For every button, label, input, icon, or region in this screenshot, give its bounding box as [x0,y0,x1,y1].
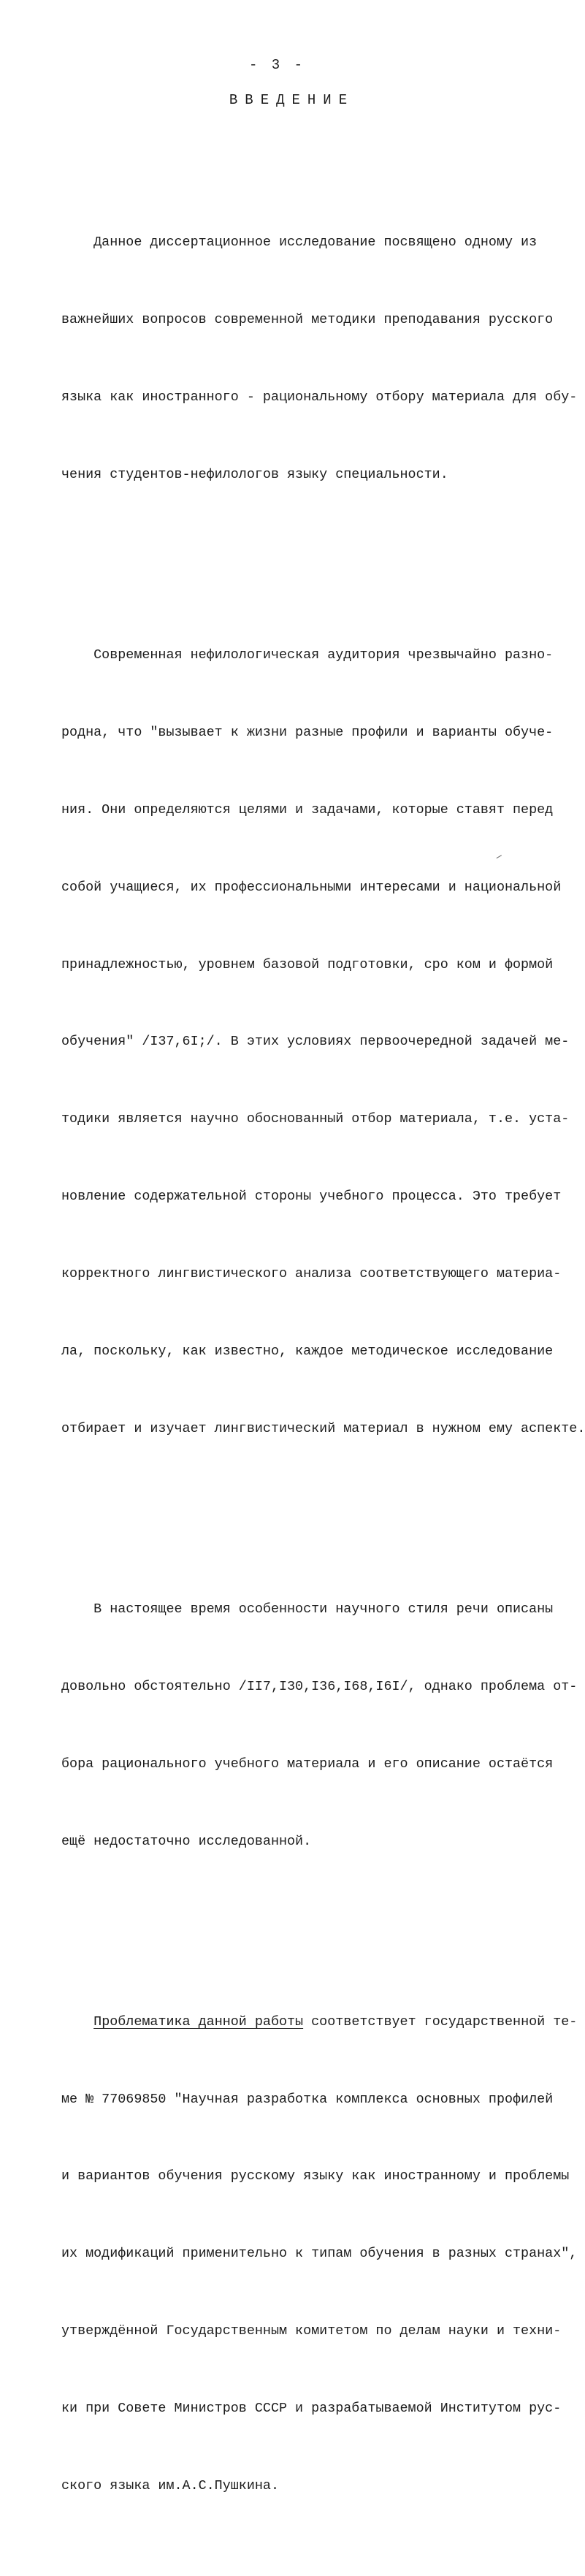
text-line: и вариантов обучения русскому языку как иностранному и проблемы [61,2168,570,2184]
text-line: Данное диссертационное исследование посвящено одному из [61,235,538,251]
text-line: бора рационального учебного материала и его описание остаётся [61,1756,554,1772]
text-line: ла, поскольку, как известно, каждое методическое исследование [61,1343,554,1359]
text-line: Современная нефилологическая аудитория чрезвычайно разно- [61,647,554,663]
paragraph-2 [61,590,585,1493]
text-line: утверждённой Государственным комитетом по делам науки и техни- [61,2323,562,2339]
paragraph-3 [61,1544,576,1905]
text-line-first [61,2009,576,2035]
text-line: довольно обстоятельно /II7,I30,I36,I68,I6I/, однако проблема от- [61,1678,578,1694]
indent [61,2014,93,2030]
text-line: новление содержательной стороны учебного процесса. Это требует [61,1189,562,1205]
text-line: отбирает и изучает лингвистический материал в нужном ему аспекте. [61,1420,585,1436]
text-line: ния. Они определяются целями и задачами, которые ставят перед [61,801,554,818]
page-number: - 3 - [248,57,305,73]
text-line: ещё недостаточно исследованной. [61,1833,312,1849]
text-line: их модификаций применительно к типам обучения в разных странах", [61,2246,578,2262]
text-line: принадлежностью, уровнем базовой подготовки, сро ком и формой [61,956,554,972]
text-line: родна, что "вызывает к жизни разные профили и варианты обуче- [61,724,554,740]
text-line: ского языка им.А.С.Пушкина. [61,2478,279,2494]
first-line-rest: соответствует государственной те- [303,2013,578,2030]
underlined-lead: Проблематика данной работы [93,2013,304,2030]
paragraph-1 [61,178,576,539]
text-line: ки при Совете Министров СССР и разрабатываемой Институтом рус- [61,2401,562,2417]
paragraph-4 [61,1957,576,2550]
text-line: важнейших вопросов современной методики преподавания русского [61,312,554,328]
text-line: языка как иностранного - рациональному отбору материала для обу- [61,389,578,405]
text-line: чения студентов-нефилологов языку специальности. [61,466,448,482]
text-line: обучения" /I37,6I;/. В этих условиях первоочередной задачей ме- [61,1034,570,1050]
document-body [61,126,585,2576]
text-line: ме № 77069850 "Научная разработка комплекса основных профилей [61,2091,554,2107]
text-line: тодики является научно обоснованный отбор материала, т.е. уста- [61,1111,570,1127]
text-line: В настоящее время особенности научного стиля речи описаны [61,1601,554,1617]
text-line: корректного лингвистического анализа соответствующего материа- [61,1266,562,1282]
text-line: собой учащиеся, их профессиональными интересами и национальной [61,879,562,895]
page-title: ВВЕДЕНИЕ [229,92,355,108]
